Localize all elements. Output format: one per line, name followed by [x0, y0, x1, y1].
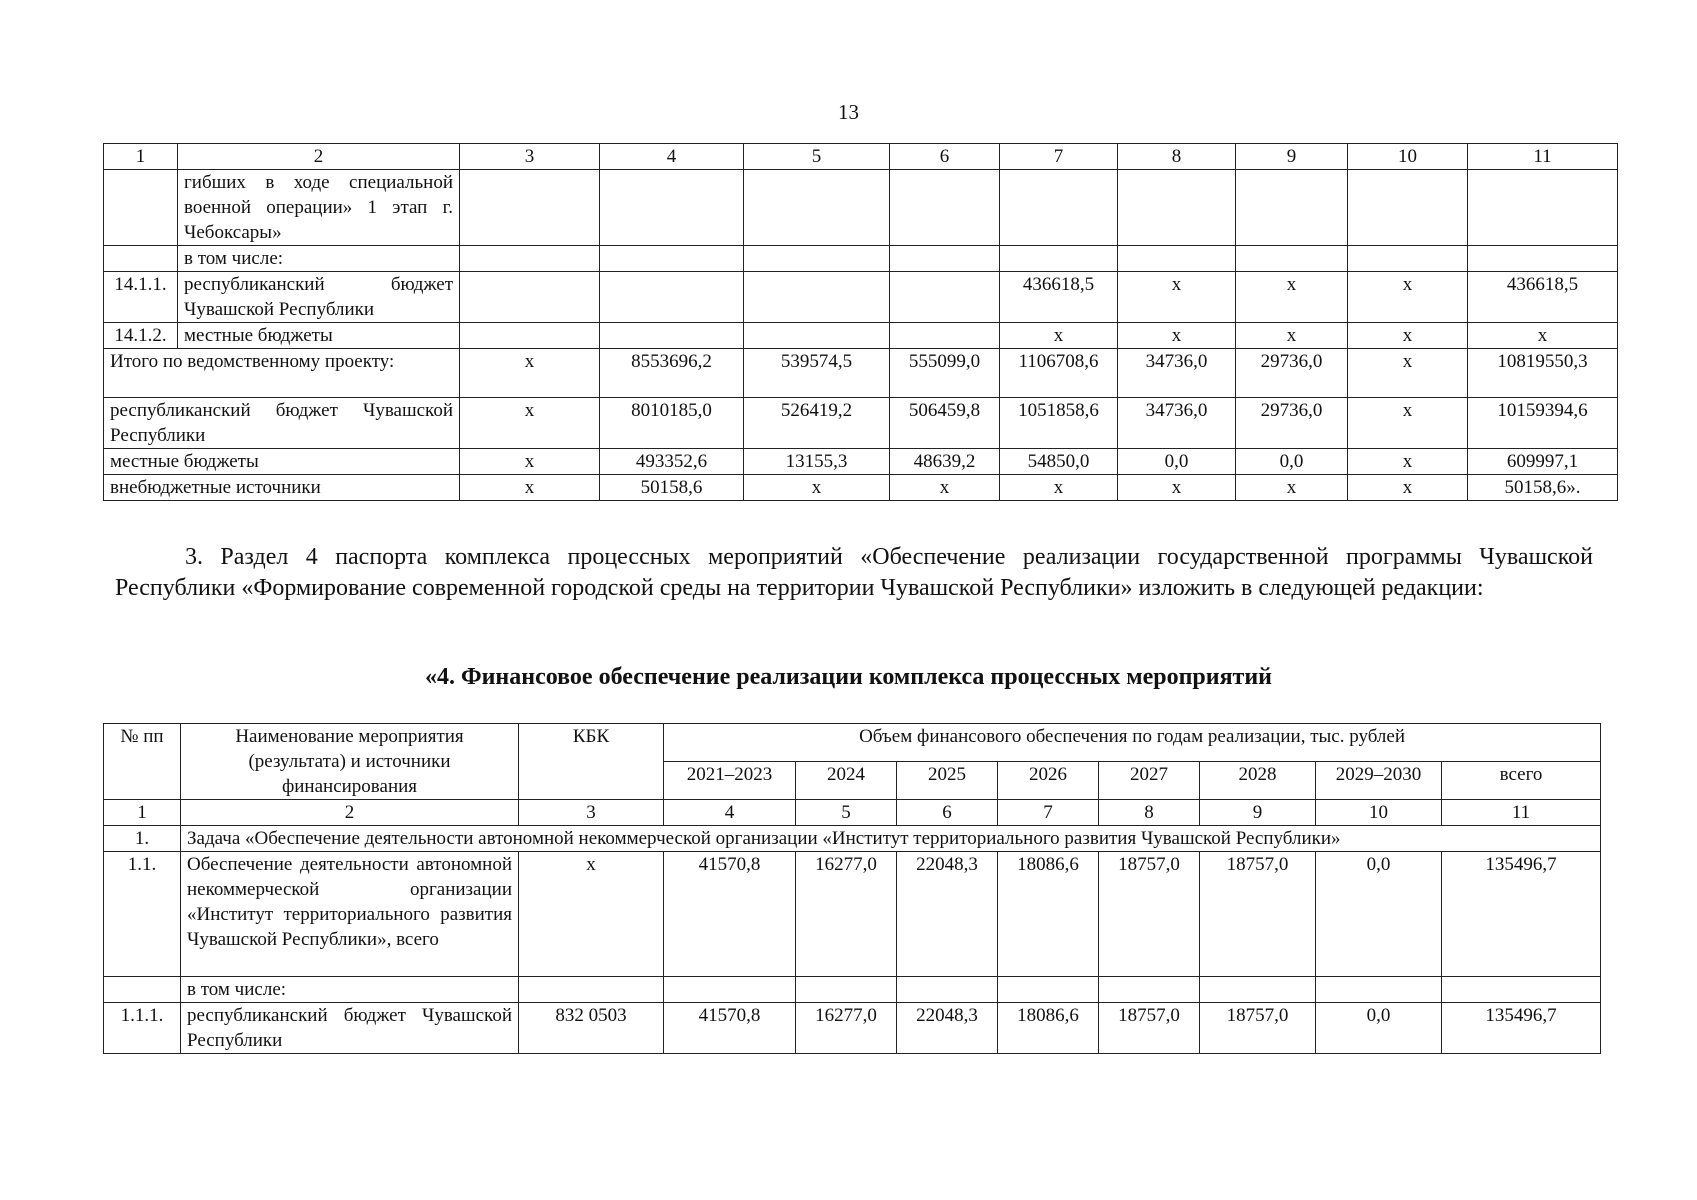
value-cell: 48639,2 [890, 449, 1000, 475]
value-cell: 34736,0 [1118, 398, 1236, 449]
value-cell [998, 977, 1099, 1003]
column-number: 1 [104, 144, 178, 170]
value-cell: x [1236, 475, 1348, 501]
value-cell: 13155,3 [744, 449, 890, 475]
value-cell [1468, 246, 1618, 272]
value-cell: 22048,3 [897, 852, 998, 977]
value-cell: 18757,0 [1200, 1003, 1316, 1054]
value-cell [1236, 246, 1348, 272]
row-name: республиканский бюджет Чувашской Республики [178, 272, 460, 323]
value-cell: 18086,6 [998, 852, 1099, 977]
row-number [104, 170, 178, 246]
column-number: 3 [460, 144, 600, 170]
column-number: 7 [1000, 144, 1118, 170]
value-cell: 8010185,0 [600, 398, 744, 449]
value-cell: 41570,8 [664, 1003, 796, 1054]
value-cell: 29736,0 [1236, 398, 1348, 449]
header-year: всего [1442, 762, 1601, 800]
value-cell: 18757,0 [1099, 852, 1200, 977]
column-number: 5 [796, 800, 897, 826]
value-cell [1118, 170, 1236, 246]
value-cell: 34736,0 [1118, 349, 1236, 398]
column-number: 7 [998, 800, 1099, 826]
task-text: Задача «Обеспечение деятельности автономной некоммерческой организации «Институт территориального развития Чувашской Республики» [181, 826, 1601, 852]
header-number: № пп [104, 724, 181, 800]
value-cell: x [1000, 475, 1118, 501]
row-name: гибших в ходе специальной военной операции» 1 этап г. Чебоксары» [178, 170, 460, 246]
value-cell [1200, 977, 1316, 1003]
value-cell [460, 170, 600, 246]
column-number: 9 [1200, 800, 1316, 826]
value-cell [1236, 170, 1348, 246]
value-cell [460, 323, 600, 349]
value-cell [890, 323, 1000, 349]
column-number: 8 [1099, 800, 1200, 826]
value-cell [600, 246, 744, 272]
financing-table [103, 723, 1601, 1054]
value-cell: x [1348, 323, 1468, 349]
value-cell: x [1348, 398, 1468, 449]
total-name: республиканский бюджет Чувашской Республики [104, 398, 460, 449]
value-cell [796, 977, 897, 1003]
total-name: внебюджетные источники [104, 475, 460, 501]
value-cell: x [1468, 323, 1618, 349]
column-number: 6 [890, 144, 1000, 170]
value-cell: 1106708,6 [1000, 349, 1118, 398]
header-year: 2029–2030 [1316, 762, 1442, 800]
task-row [104, 826, 1601, 852]
header-year: 2026 [998, 762, 1099, 800]
header-year: 2025 [897, 762, 998, 800]
section-heading: «4. Финансовое обеспечение реализации комплекса процессных мероприятий [424, 664, 1273, 690]
row-name: Обеспечение деятельности автономной некоммерческой организации «Институт территориального развития Чувашской Республики», всего [181, 852, 519, 977]
amendment-paragraph: 3. Раздел 4 паспорта комплекса процессных мероприятий «Обеспечение реализации государственной программы Чувашской Республики «Формирование современной городской среды на территории Чувашской Республики» изложить в следующей редакции: [115, 544, 1593, 601]
row-number [104, 977, 181, 1003]
value-cell: 0,0 [1118, 449, 1236, 475]
value-cell [897, 977, 998, 1003]
value-cell: 0,0 [1316, 1003, 1442, 1054]
value-cell: 493352,6 [600, 449, 744, 475]
value-cell: x [744, 475, 890, 501]
value-cell: x [1236, 323, 1348, 349]
value-cell: x [1118, 323, 1236, 349]
column-number: 4 [664, 800, 796, 826]
value-cell: 18086,6 [998, 1003, 1099, 1054]
value-cell [744, 170, 890, 246]
value-cell: 29736,0 [1236, 349, 1348, 398]
value-cell [600, 323, 744, 349]
column-number-row [104, 800, 1601, 826]
value-cell: 539574,5 [744, 349, 890, 398]
header-volume: Объем финансового обеспечения по годам реализации, тыс. рублей [664, 724, 1601, 762]
column-number: 10 [1316, 800, 1442, 826]
table-row [104, 1003, 1601, 1054]
column-number: 3 [519, 800, 664, 826]
value-cell: 16277,0 [796, 852, 897, 977]
total-name: местные бюджеты [104, 449, 460, 475]
value-cell: 436618,5 [1468, 272, 1618, 323]
value-cell: 22048,3 [897, 1003, 998, 1054]
header-year: 2028 [1200, 762, 1316, 800]
column-number: 1 [104, 800, 181, 826]
value-cell: 135496,7 [1442, 852, 1601, 977]
value-cell: 54850,0 [1000, 449, 1118, 475]
value-cell: 436618,5 [1000, 272, 1118, 323]
value-cell [1099, 977, 1200, 1003]
table-row [104, 170, 1618, 246]
task-number: 1. [104, 826, 181, 852]
row-number [104, 246, 178, 272]
value-cell: x [1118, 475, 1236, 501]
header-year: 2024 [796, 762, 897, 800]
table-row [104, 246, 1618, 272]
value-cell: 16277,0 [796, 1003, 897, 1054]
value-cell [744, 323, 890, 349]
value-cell: 1051858,6 [1000, 398, 1118, 449]
value-cell: 555099,0 [890, 349, 1000, 398]
value-cell [1000, 246, 1118, 272]
column-number: 8 [1118, 144, 1236, 170]
value-cell: 18757,0 [1200, 852, 1316, 977]
page-number: 13 [838, 100, 859, 124]
value-cell: x [460, 449, 600, 475]
value-cell [1348, 246, 1468, 272]
value-cell: 609997,1 [1468, 449, 1618, 475]
value-cell: x [1118, 272, 1236, 323]
value-cell [744, 272, 890, 323]
value-cell: 506459,8 [890, 398, 1000, 449]
value-cell [460, 246, 600, 272]
value-cell: x [1348, 349, 1468, 398]
value-cell [890, 272, 1000, 323]
value-cell: 0,0 [1316, 852, 1442, 977]
table-row [104, 272, 1618, 323]
value-cell [1316, 977, 1442, 1003]
row-number: 1.1.1. [104, 1003, 181, 1054]
value-cell: x [1348, 475, 1468, 501]
value-cell: 50158,6». [1468, 475, 1618, 501]
value-cell: x [460, 398, 600, 449]
table-row [104, 852, 1601, 977]
row-kbk [519, 977, 664, 1003]
value-cell: x [460, 475, 600, 501]
column-number: 4 [600, 144, 744, 170]
column-number: 6 [897, 800, 998, 826]
value-cell: 18757,0 [1099, 1003, 1200, 1054]
row-name: в том числе: [181, 977, 519, 1003]
total-name: Итого по ведомственному проекту: [104, 349, 460, 398]
total-row [104, 349, 1618, 398]
value-cell [664, 977, 796, 1003]
row-number: 1.1. [104, 852, 181, 977]
value-cell: 50158,6 [600, 475, 744, 501]
value-cell: x [1000, 323, 1118, 349]
value-cell: x [1236, 272, 1348, 323]
budget-table-continued [103, 143, 1618, 501]
header-name: Наименование мероприятия (результата) и источники финансирования [181, 724, 519, 800]
total-row [104, 475, 1618, 501]
column-number: 2 [181, 800, 519, 826]
value-cell [460, 272, 600, 323]
value-cell: 41570,8 [664, 852, 796, 977]
value-cell: x [1348, 272, 1468, 323]
value-cell [1118, 246, 1236, 272]
total-row [104, 398, 1618, 449]
row-number: 14.1.1. [104, 272, 178, 323]
value-cell: x [890, 475, 1000, 501]
value-cell [890, 170, 1000, 246]
value-cell: x [460, 349, 600, 398]
value-cell: 526419,2 [744, 398, 890, 449]
row-kbk: 832 0503 [519, 1003, 664, 1054]
row-number: 14.1.2. [104, 323, 178, 349]
value-cell [1442, 977, 1601, 1003]
table-row [104, 977, 1601, 1003]
column-number: 5 [744, 144, 890, 170]
value-cell: 0,0 [1236, 449, 1348, 475]
row-name: в том числе: [178, 246, 460, 272]
value-cell: 8553696,2 [600, 349, 744, 398]
value-cell [1348, 170, 1468, 246]
value-cell [1000, 170, 1118, 246]
row-kbk: x [519, 852, 664, 977]
value-cell [1468, 170, 1618, 246]
header-kbk: КБК [519, 724, 664, 800]
column-number: 9 [1236, 144, 1348, 170]
value-cell: 10159394,6 [1468, 398, 1618, 449]
value-cell [600, 272, 744, 323]
row-name: республиканский бюджет Чувашской Республики [181, 1003, 519, 1054]
value-cell [890, 246, 1000, 272]
table-row [104, 323, 1618, 349]
total-row [104, 449, 1618, 475]
value-cell: 135496,7 [1442, 1003, 1601, 1054]
row-name: местные бюджеты [178, 323, 460, 349]
column-number: 11 [1442, 800, 1601, 826]
header-year: 2021–2023 [664, 762, 796, 800]
value-cell [600, 170, 744, 246]
column-number: 11 [1468, 144, 1618, 170]
column-number: 10 [1348, 144, 1468, 170]
value-cell [744, 246, 890, 272]
header-row-1 [104, 724, 1601, 762]
header-year: 2027 [1099, 762, 1200, 800]
value-cell: x [1348, 449, 1468, 475]
column-number-row [104, 144, 1618, 170]
value-cell: 10819550,3 [1468, 349, 1618, 398]
column-number: 2 [178, 144, 460, 170]
